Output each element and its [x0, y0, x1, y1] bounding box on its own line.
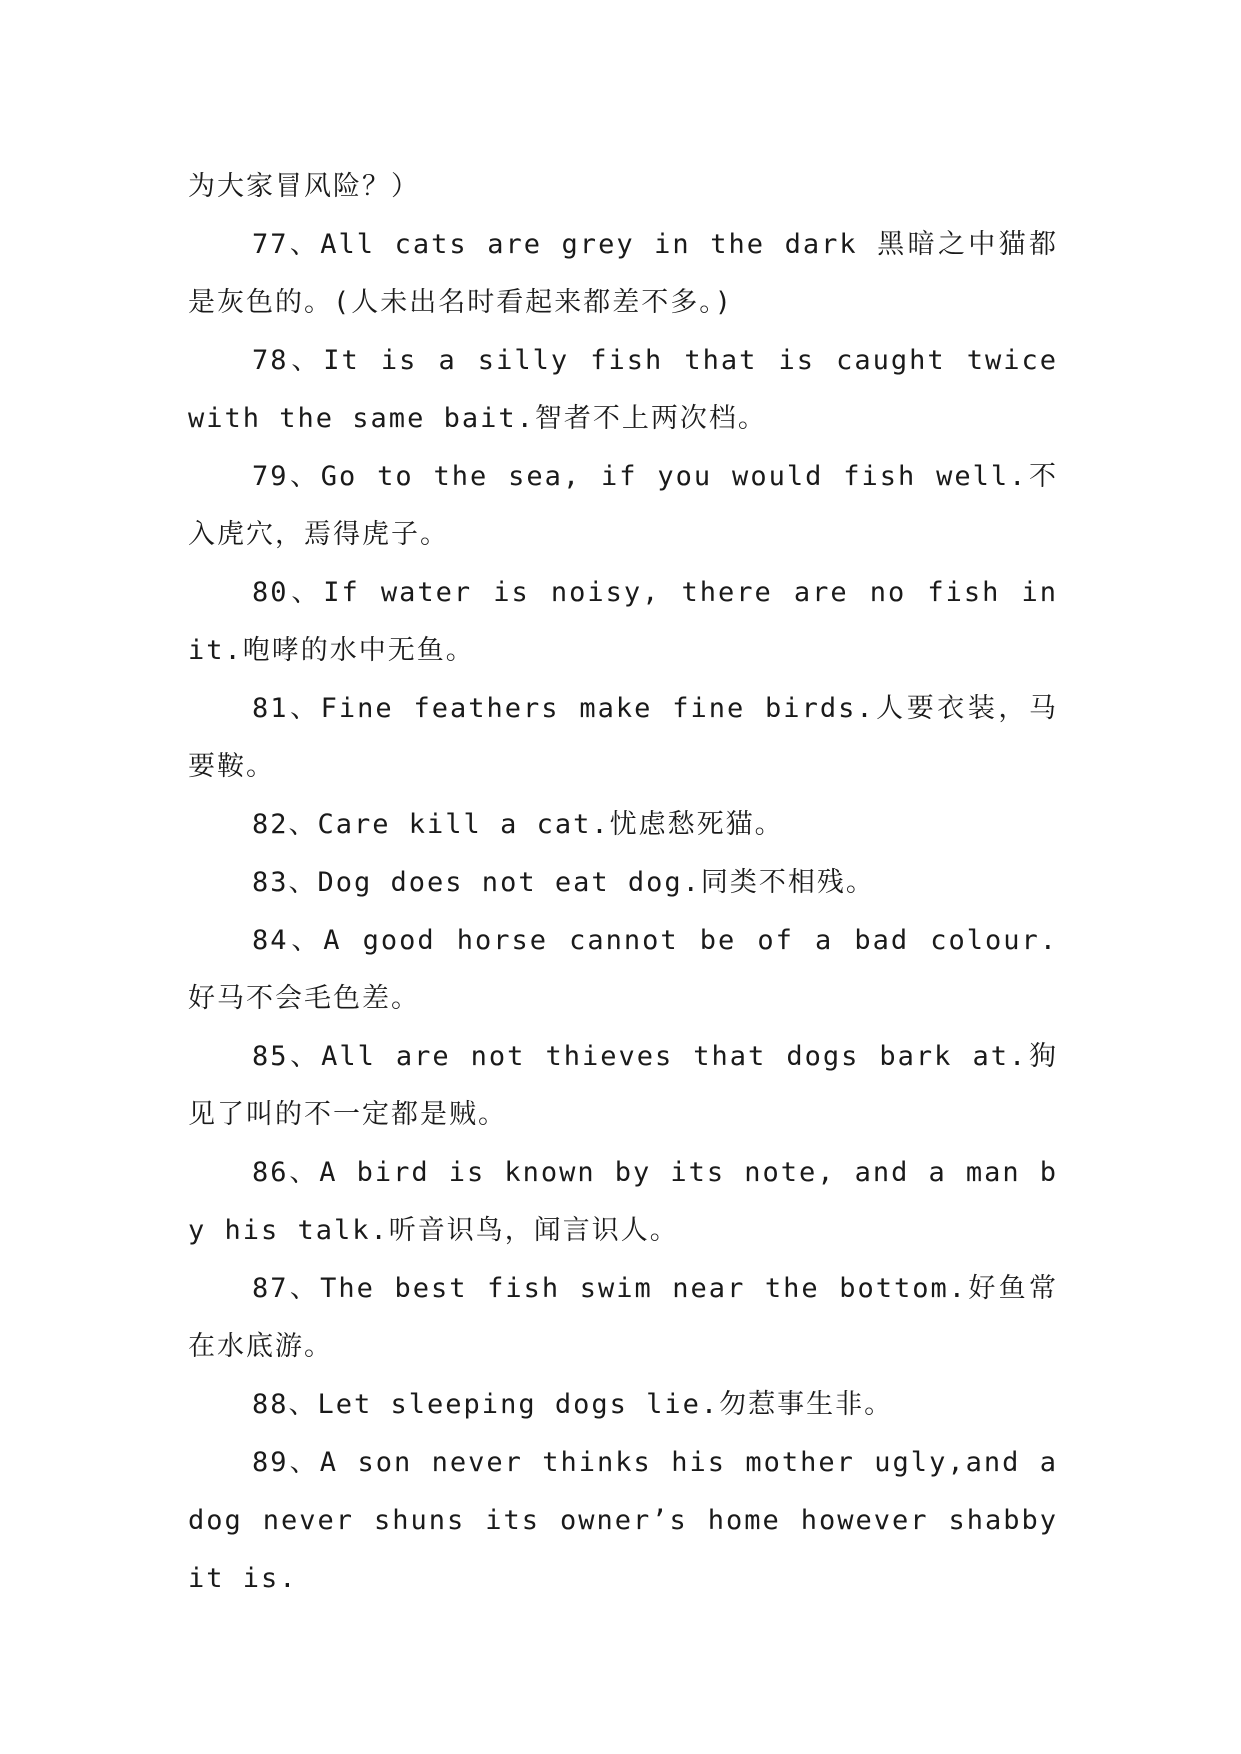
proverb-84: 84、A good horse cannot be of a bad colour.好马不会毛色差。: [188, 925, 1058, 1014]
proverb-78: 78、It is a silly fish that is caught twice with the same bait.智者不上两次档。: [188, 345, 1058, 434]
proverb-89: 89、A son never thinks his mother ugly,and a dog never shuns its owner’s home however shabby it is.: [188, 1447, 1058, 1594]
proverb-80: 80、If water is noisy, there are no fish in it.咆哮的水中无鱼。: [188, 577, 1058, 666]
proverb-79: 79、Go to the sea, if you would fish well.不入虎穴，焉得虎子。: [188, 461, 1058, 550]
continued-paragraph: 为大家冒风险？）: [188, 171, 420, 202]
proverb-77: 77、All cats are grey in the dark 黑暗之中猫都是灰色的。(人未出名时看起来都差不多。): [188, 229, 1058, 318]
proverb-86: 86、A bird is known by its note, and a man by his talk.听音识鸟，闻言识人。: [188, 1157, 1058, 1246]
proverb-87: 87、The best fish swim near the bottom.好鱼常在水底游。: [188, 1273, 1058, 1362]
proverb-83: 83、Dog does not eat dog.同类不相残。: [252, 867, 875, 898]
proverb-82: 82、Care kill a cat.忧虑愁死猫。: [252, 809, 784, 840]
proverb-81: 81、Fine feathers make fine birds.人要衣装，马要鞍。: [188, 693, 1058, 782]
proverb-text-block: [188, 158, 1058, 1608]
proverb-85: 85、All are not thieves that dogs bark at.狗见了叫的不一定都是贼。: [188, 1041, 1058, 1130]
proverb-88: 88、Let sleeping dogs lie.勿惹事生非。: [252, 1389, 894, 1420]
